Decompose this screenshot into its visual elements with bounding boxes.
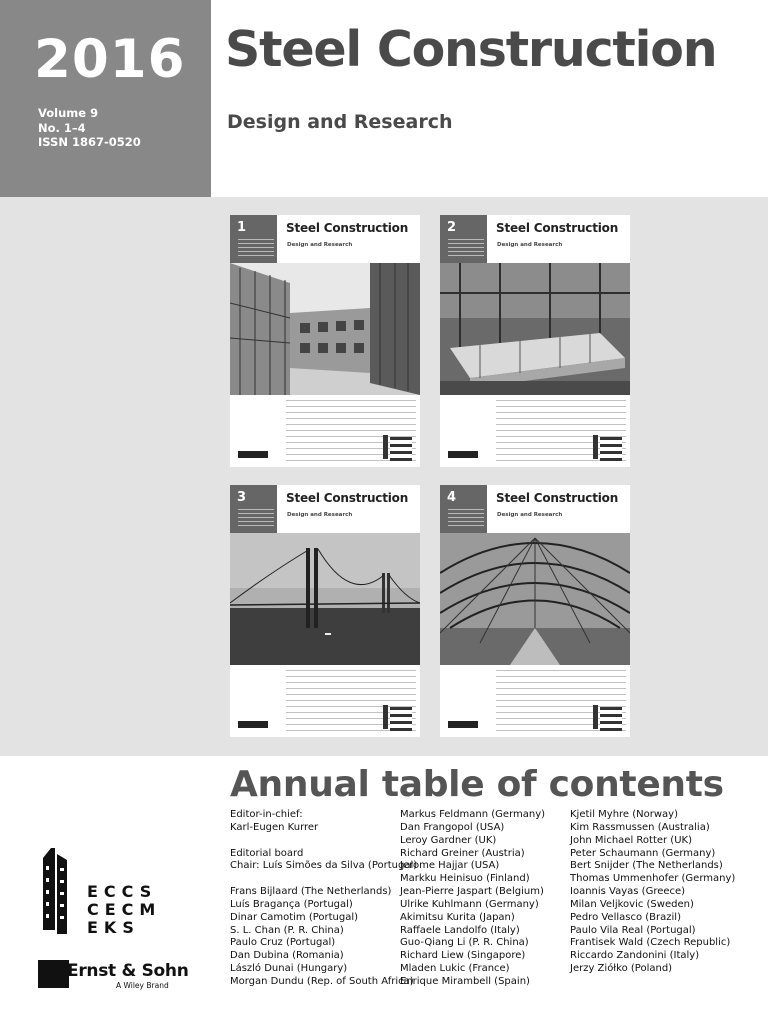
publisher-name: Ernst & Sohn bbox=[67, 961, 189, 981]
board-member: S. L. Chan (P. R. China) bbox=[230, 924, 344, 936]
issue-cover-2[interactable] bbox=[440, 215, 630, 467]
cover-title: Steel Construction bbox=[496, 221, 619, 235]
issue-number: 4 bbox=[447, 490, 457, 505]
board-member: Riccardo Zandonini (Italy) bbox=[570, 950, 700, 962]
eccs-mini-tower-icon bbox=[593, 435, 598, 459]
ernst-sohn-mini-logo bbox=[448, 451, 478, 458]
editor-column-1 bbox=[230, 809, 417, 989]
issue-meta-lines bbox=[448, 509, 484, 527]
board-member: Frans Bijlaard (The Netherlands) bbox=[230, 886, 392, 898]
journal-title: Steel Construction bbox=[225, 21, 717, 78]
ernst-sohn-mini-logo bbox=[238, 721, 268, 728]
issue-number-badge bbox=[230, 485, 277, 533]
eccs-mini-tower-icon bbox=[383, 435, 388, 459]
issue-meta-lines bbox=[448, 239, 484, 257]
issue-number: 3 bbox=[237, 490, 247, 505]
board-member: László Dunai (Hungary) bbox=[230, 963, 348, 975]
year: 2016 bbox=[34, 29, 186, 90]
board-member: Morgan Dundu (Rep. of South Africa) bbox=[230, 975, 414, 987]
board-member: Bert Snijder (The Netherlands) bbox=[570, 860, 723, 872]
board-member: Kim Rassmussen (Australia) bbox=[570, 821, 710, 833]
cover-title: Steel Construction bbox=[496, 491, 619, 505]
building-facade-photo bbox=[230, 263, 420, 395]
board-member: Dan Dubina (Romania) bbox=[230, 950, 344, 962]
editor-column-2 bbox=[400, 809, 545, 989]
issue-number-badge bbox=[440, 485, 487, 533]
issn: ISSN 1867-0520 bbox=[38, 135, 141, 149]
board-member: Milan Veljkovic (Sweden) bbox=[570, 898, 694, 910]
board-member: Paulo Vila Real (Portugal) bbox=[570, 924, 696, 936]
volume: Volume 9 bbox=[38, 106, 99, 120]
issues: No. 1–4 bbox=[38, 120, 86, 135]
issue-cover-3[interactable] bbox=[230, 485, 420, 737]
board-member: Thomas Ummenhofer (Germany) bbox=[570, 873, 736, 885]
board-member: Markus Feldmann (Germany) bbox=[400, 809, 546, 820]
board-member: Frantisek Wald (Czech Republic) bbox=[570, 937, 731, 949]
board-member: Peter Schaumann (Germany) bbox=[570, 847, 716, 859]
publisher-square-icon bbox=[38, 960, 69, 988]
lab-test-rig-photo bbox=[440, 263, 630, 395]
eccs-line: ECCS bbox=[87, 882, 158, 901]
cover-subtitle: Design and Research bbox=[287, 512, 353, 518]
cover-subtitle: Design and Research bbox=[497, 512, 563, 518]
cover-subtitle: Design and Research bbox=[287, 242, 353, 248]
eccs-mini-logo bbox=[390, 707, 412, 731]
cover-title: Steel Construction bbox=[286, 221, 409, 235]
cover-title: Steel Construction bbox=[286, 491, 409, 505]
eccs-mini-tower-icon bbox=[383, 705, 388, 729]
issue-cover-1[interactable] bbox=[230, 215, 420, 467]
board-member: Jerzy Ziółko (Poland) bbox=[570, 963, 673, 975]
board-member: Akimitsu Kurita (Japan) bbox=[400, 911, 515, 923]
ernst-sohn-mini-logo bbox=[448, 721, 478, 728]
issue-meta-lines bbox=[238, 239, 274, 257]
journal-subtitle: Design and Research bbox=[227, 111, 453, 133]
board-chair: Chair: Luís Simões da Silva (Portugal) bbox=[230, 860, 418, 872]
station-roof-photo bbox=[440, 533, 630, 665]
suspension-bridge-photo bbox=[230, 533, 420, 665]
cover-subtitle: Design and Research bbox=[497, 242, 563, 248]
board-label: Editorial board bbox=[230, 847, 304, 859]
editor-column-3 bbox=[570, 809, 735, 976]
board-member: Paulo Cruz (Portugal) bbox=[230, 937, 336, 949]
eccs-logo-text bbox=[87, 883, 161, 937]
spacer bbox=[230, 873, 417, 886]
board-member: Jean-Pierre Jaspart (Belgium) bbox=[400, 886, 544, 898]
eccs-mini-logo bbox=[600, 437, 622, 461]
board-member: Markku Heinisuo (Finland) bbox=[400, 873, 530, 885]
board-member: Luís Bragança (Portugal) bbox=[230, 898, 353, 910]
issue-cover-4[interactable] bbox=[440, 485, 630, 737]
board-member: Leroy Gardner (UK) bbox=[400, 834, 497, 846]
issue-number: 1 bbox=[237, 220, 247, 235]
issue-number-badge bbox=[440, 215, 487, 263]
volume-info bbox=[38, 106, 141, 150]
cecm-line: CECM bbox=[87, 900, 162, 919]
board-member: Enrique Mirambell (Spain) bbox=[400, 975, 530, 987]
board-member: Mladen Lukic (France) bbox=[400, 963, 510, 975]
eccs-mini-logo bbox=[600, 707, 622, 731]
board-member: Jerome Hajjar (USA) bbox=[400, 860, 500, 872]
board-member: Dan Frangopol (USA) bbox=[400, 821, 505, 833]
board-member: Dinar Camotim (Portugal) bbox=[230, 911, 359, 923]
board-member: Pedro Vellasco (Brazil) bbox=[570, 911, 681, 923]
eccs-mini-tower-icon bbox=[593, 705, 598, 729]
toc-heading: Annual table of contents bbox=[230, 764, 724, 805]
board-member: Guo-Qiang Li (P. R. China) bbox=[400, 937, 529, 949]
board-member: Ulrike Kuhlmann (Germany) bbox=[400, 898, 539, 910]
ernst-sohn-mini-logo bbox=[238, 451, 268, 458]
editor-name: Karl-Eugen Kurrer bbox=[230, 821, 319, 833]
board-member: Richard Liew (Singapore) bbox=[400, 950, 526, 962]
issue-meta-lines bbox=[238, 509, 274, 527]
board-member: Kjetil Myhre (Norway) bbox=[570, 809, 678, 820]
spacer bbox=[230, 835, 417, 848]
publisher-tag: A Wiley Brand bbox=[116, 981, 169, 990]
issue-number: 2 bbox=[447, 220, 457, 235]
eks-line: EKS bbox=[87, 918, 140, 937]
board-member: Richard Greiner (Austria) bbox=[400, 847, 525, 859]
editor-label: Editor-in-chief: bbox=[230, 809, 303, 820]
board-member: John Michael Rotter (UK) bbox=[570, 834, 692, 846]
issue-number-badge bbox=[230, 215, 277, 263]
board-member: Ioannis Vayas (Greece) bbox=[570, 886, 686, 898]
year-block bbox=[0, 0, 211, 197]
eccs-mini-logo bbox=[390, 437, 412, 461]
board-member: Raffaele Landolfo (Italy) bbox=[400, 924, 520, 936]
publisher-logo bbox=[38, 960, 188, 990]
